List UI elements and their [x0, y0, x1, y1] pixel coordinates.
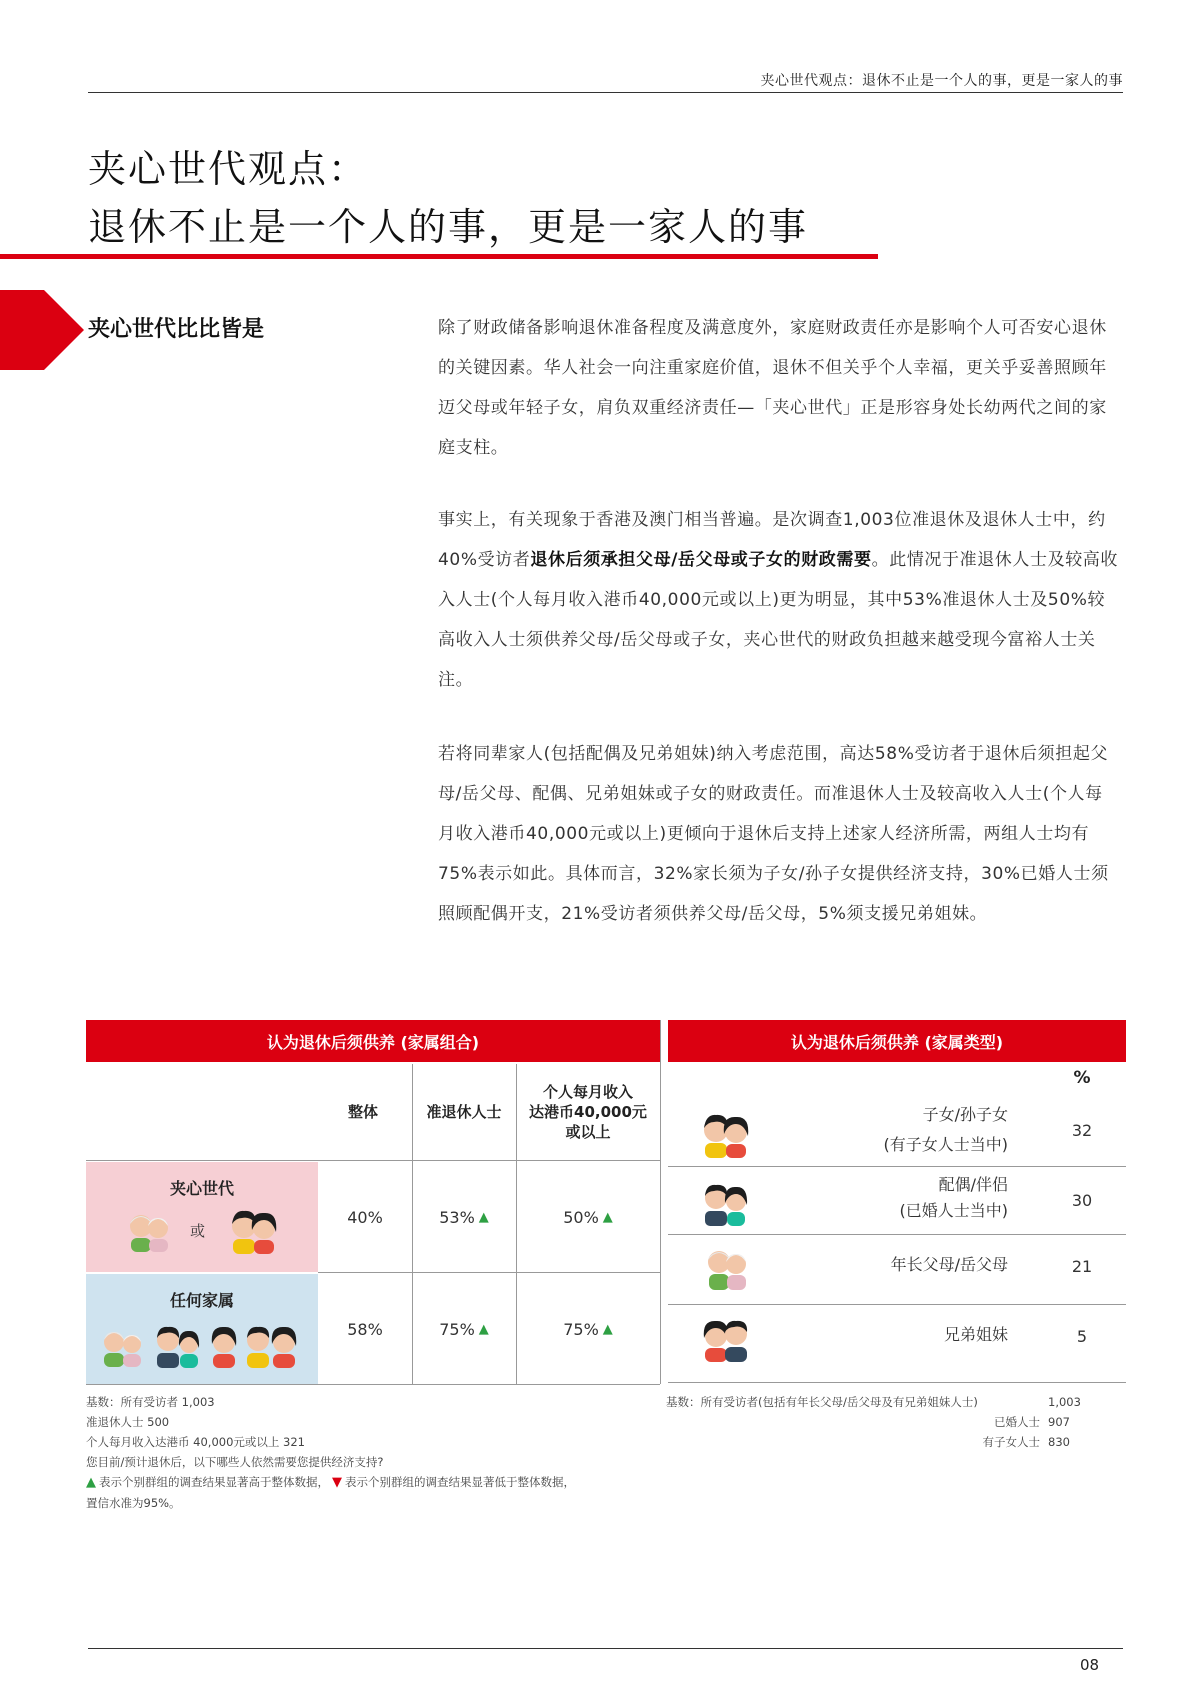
arrow-up-icon: ▲ — [478, 1209, 489, 1225]
grid-line — [86, 1384, 660, 1385]
arrow-up-icon: ▲ — [86, 1475, 96, 1490]
grid-line — [318, 1272, 660, 1273]
note-confidence: 置信水准为95%。 — [86, 1496, 181, 1510]
page-number: 08 — [1080, 1656, 1100, 1674]
col-header-high-income: 个人每月收入 达港币40,000元 或以上 — [529, 1083, 647, 1141]
grid-line — [660, 1020, 661, 1384]
grid-line — [668, 1382, 1126, 1383]
elderly-parents-label: 年长父母/岳父母 — [890, 1255, 1008, 1274]
right-base-row — [666, 1392, 1066, 1412]
sandwich-pre-retiree-number: 53% — [439, 1207, 475, 1227]
arrow-up-icon: ▲ — [602, 1321, 613, 1337]
married-row — [666, 1412, 1066, 1432]
paragraph-2-text-a: 事实上，有关现象于香港及澳门相当普遍。是次调查1,003位准退休及退休人士中，约40%受访者 — [438, 510, 1106, 570]
spouse-value: 30 — [1071, 1190, 1093, 1210]
parent-child-icon — [698, 1110, 754, 1158]
spouse-sublabel: (已婚人士当中) — [899, 1201, 1008, 1220]
children-label: 子女/孙子女 — [922, 1105, 1008, 1124]
married-label: 已婚人士 — [994, 1415, 1040, 1429]
col-header-overall: 整体 — [347, 1103, 378, 1121]
siblings-label: 兄弟姐妹 — [943, 1325, 1008, 1344]
paragraph-1: 除了财政储备影响退休准备程度及满意度外，家庭财政责任亦是影响个人可否安心退休的关键因素。华人社会一向注重家庭价值，退休不但关乎个人幸福，更关乎妥善照顾年迈父母或年轻子女，肩负双重经济责任—「夹心世代」正是形容身处长幼两代之间的家庭支柱。 — [438, 318, 1107, 458]
grid-line — [668, 1234, 1126, 1235]
table-right-title: 认为退休后须供养 (家属类型) — [668, 1020, 1126, 1062]
note-base: 基数：所有受访者 1,003 — [86, 1395, 215, 1409]
family-members-icon — [96, 1320, 308, 1370]
row-any-family-label — [86, 1274, 318, 1384]
running-header: 夹心世代观点：退休不止是一个人的事，更是一家人的事 — [760, 73, 1123, 89]
spouse-label: 配偶/伴侣 — [938, 1175, 1008, 1194]
section-flag-icon — [0, 290, 84, 370]
paragraph-2-bold: 退休后须承担父母/岳父母或子女的财政需要 — [530, 550, 872, 570]
table-left-title: 认为退休后须供养 (家属组合) — [86, 1020, 660, 1062]
parent-child-icon — [226, 1206, 282, 1254]
percent-header: % — [1073, 1068, 1091, 1088]
grid-line — [668, 1304, 1126, 1305]
paragraph-3: 若将同辈家人(包括配偶及兄弟姐妹)纳入考虑范围，高达58%受访者于退休后须担起父母/岳父母、配偶、兄弟姐妹或子女的财政责任。而准退休人士及较高收入人士(个人每月收入港币40,000元或以上)更倾向于退休后支持上述家人经济所需，两组人士均有75%表示如此。具体而言，32%家长须为子女/孙子女提供经济支持，30%已婚人士须照顾配偶开支，21%受访者须供养父母/岳父母，5%须支援兄弟姐妹。 — [438, 744, 1109, 924]
or-connector: 或 — [190, 1222, 206, 1240]
footer-divider — [88, 1648, 1123, 1649]
any-family-high-income-number: 75% — [563, 1319, 599, 1339]
note-legend — [86, 1472, 666, 1493]
page-title-line1: 夹心世代观点： — [88, 147, 369, 191]
family-type-table — [668, 1020, 1126, 1364]
legend-down-text: 表示个别群组的调查结果显著低于整体数据， — [345, 1475, 575, 1489]
children-sublabel: (有子女人士当中) — [883, 1135, 1008, 1154]
arrow-up-icon: ▲ — [602, 1209, 613, 1225]
couple-icon — [698, 1178, 754, 1226]
section-heading: 夹心世代比比皆是 — [88, 317, 265, 342]
elderly-couple-icon — [702, 1244, 752, 1290]
children-base-row — [666, 1432, 1066, 1452]
children-base-value: 830 — [1048, 1435, 1070, 1449]
sandwich-high-income-number: 50% — [563, 1207, 599, 1227]
any-family-overall-value: 58% — [347, 1319, 383, 1339]
siblings-icon — [698, 1314, 754, 1362]
page-title — [88, 140, 808, 256]
elderly-couple-icon — [124, 1208, 174, 1252]
any-family-pre-retiree-number: 75% — [439, 1319, 475, 1339]
header-divider — [88, 92, 1123, 93]
any-family-label: 任何家属 — [169, 1291, 234, 1310]
siblings-value: 5 — [1076, 1326, 1088, 1346]
legend-up-text: 表示个别群组的调查结果显著高于整体数据， — [99, 1475, 329, 1489]
sandwich-generation-label: 夹心世代 — [169, 1179, 234, 1198]
arrow-down-icon: ▼ — [332, 1475, 342, 1490]
table-left-notes — [86, 1392, 666, 1513]
note-high-income: 个人每月收入达港币 40,000元或以上 321 — [86, 1435, 305, 1449]
children-value: 32 — [1071, 1120, 1093, 1140]
page-title-line2: 退休不止是一个人的事，更是一家人的事 — [88, 205, 809, 249]
grid-line — [516, 1064, 517, 1384]
row-children — [768, 1100, 1008, 1160]
household-combination-table — [86, 1020, 660, 1364]
elderly-parents-value: 21 — [1071, 1256, 1093, 1276]
note-question: 您目前/预计退休后，以下哪些人依然需要您提供经济支持? — [86, 1455, 384, 1469]
grid-line — [412, 1064, 413, 1384]
col-header-pre-retiree: 准退休人士 — [426, 1103, 502, 1121]
any-family-pre-retiree-value — [412, 1274, 516, 1384]
right-base-label: 基数：所有受访者(包括有年长父母/岳父母及有兄弟姐妹人士) — [666, 1395, 978, 1409]
row-sandwich-generation-label — [86, 1162, 318, 1272]
paragraph-2-text-b: 。此情况于准退休人士及较高收入人士(个人每月收入港币40,000元或以上)更为明显，其中53%准退休人士及50%较高收入人士须供养父母/岳父母或子女，夹心世代的财政负担越来越受现今富裕人士关注。 — [438, 550, 1119, 690]
arrow-up-icon: ▲ — [478, 1321, 489, 1337]
sandwich-high-income-value — [516, 1162, 660, 1272]
title-underline — [0, 254, 878, 259]
grid-line — [668, 1166, 1126, 1167]
sandwich-pre-retiree-value — [412, 1162, 516, 1272]
children-base-label: 有子女人士 — [982, 1435, 1040, 1449]
paragraph-2 — [438, 500, 1120, 700]
right-base-value: 1,003 — [1048, 1395, 1081, 1409]
sandwich-overall-value: 40% — [347, 1207, 383, 1227]
table-right-notes — [666, 1392, 1066, 1452]
any-family-high-income-value — [516, 1274, 660, 1384]
row-spouse — [768, 1172, 1008, 1224]
table-right-note-values — [1048, 1392, 1108, 1452]
married-value: 907 — [1048, 1415, 1070, 1429]
note-pre-retiree: 准退休人士 500 — [86, 1415, 170, 1429]
grid-line — [86, 1160, 660, 1161]
